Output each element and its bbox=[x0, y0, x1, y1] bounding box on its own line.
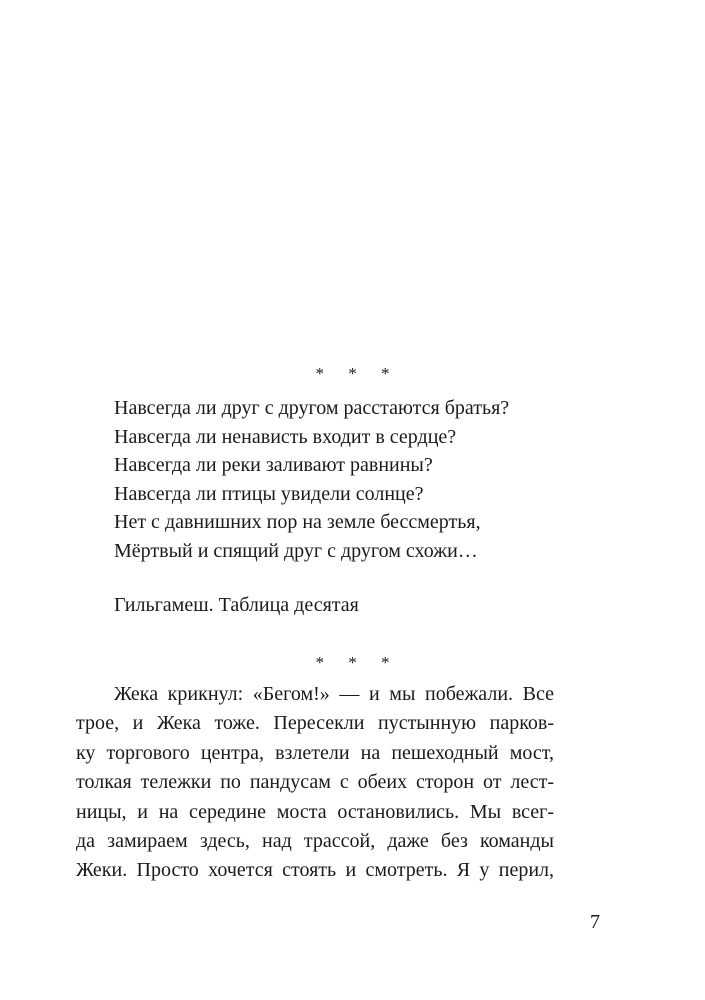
paragraph-line: толкая тележки по пандусам с обеих сторон от лест- bbox=[76, 771, 554, 794]
section-separator: * * * bbox=[315, 653, 400, 672]
epigraph-line: Навсегда ли реки заливают равнины? bbox=[114, 454, 433, 477]
paragraph-line: да замираем здесь, над трассой, даже без команды bbox=[76, 830, 554, 853]
paragraph-line: ку торгового центра, взлетели на пешеходный мост, bbox=[76, 741, 554, 764]
paragraph-line: трое, и Жека тоже. Пересекли пустынную парков- bbox=[76, 712, 554, 735]
paragraph-line: ницы, и на середине моста остановились. Мы всег- bbox=[76, 800, 554, 823]
epigraph-source: Гильгамеш. Таблица десятая bbox=[114, 594, 359, 616]
section-separator: * * * bbox=[315, 364, 400, 383]
epigraph-line: Навсегда ли друг с другом расстаются братья? bbox=[114, 397, 510, 419]
epigraph-line: Навсегда ли птицы увидели солнце? bbox=[114, 482, 424, 505]
epigraph-line: Мёртвый и спящий друг с другом схожи… bbox=[114, 539, 478, 562]
paragraph-line: Жека крикнул: «Бегом!» — и мы побежали. Все bbox=[114, 683, 554, 705]
epigraph-line: Навсегда ли ненависть входит в сердце? bbox=[114, 425, 457, 448]
page-number: 7 bbox=[590, 911, 600, 933]
body-paragraph bbox=[76, 680, 554, 886]
epigraph-line: Нет с давнишних пор на земле бессмертья, bbox=[114, 511, 481, 534]
paragraph-line: Жеки. Просто хочется стоять и смотреть. Я у перил, bbox=[76, 859, 554, 882]
epigraph-poem bbox=[114, 394, 594, 566]
